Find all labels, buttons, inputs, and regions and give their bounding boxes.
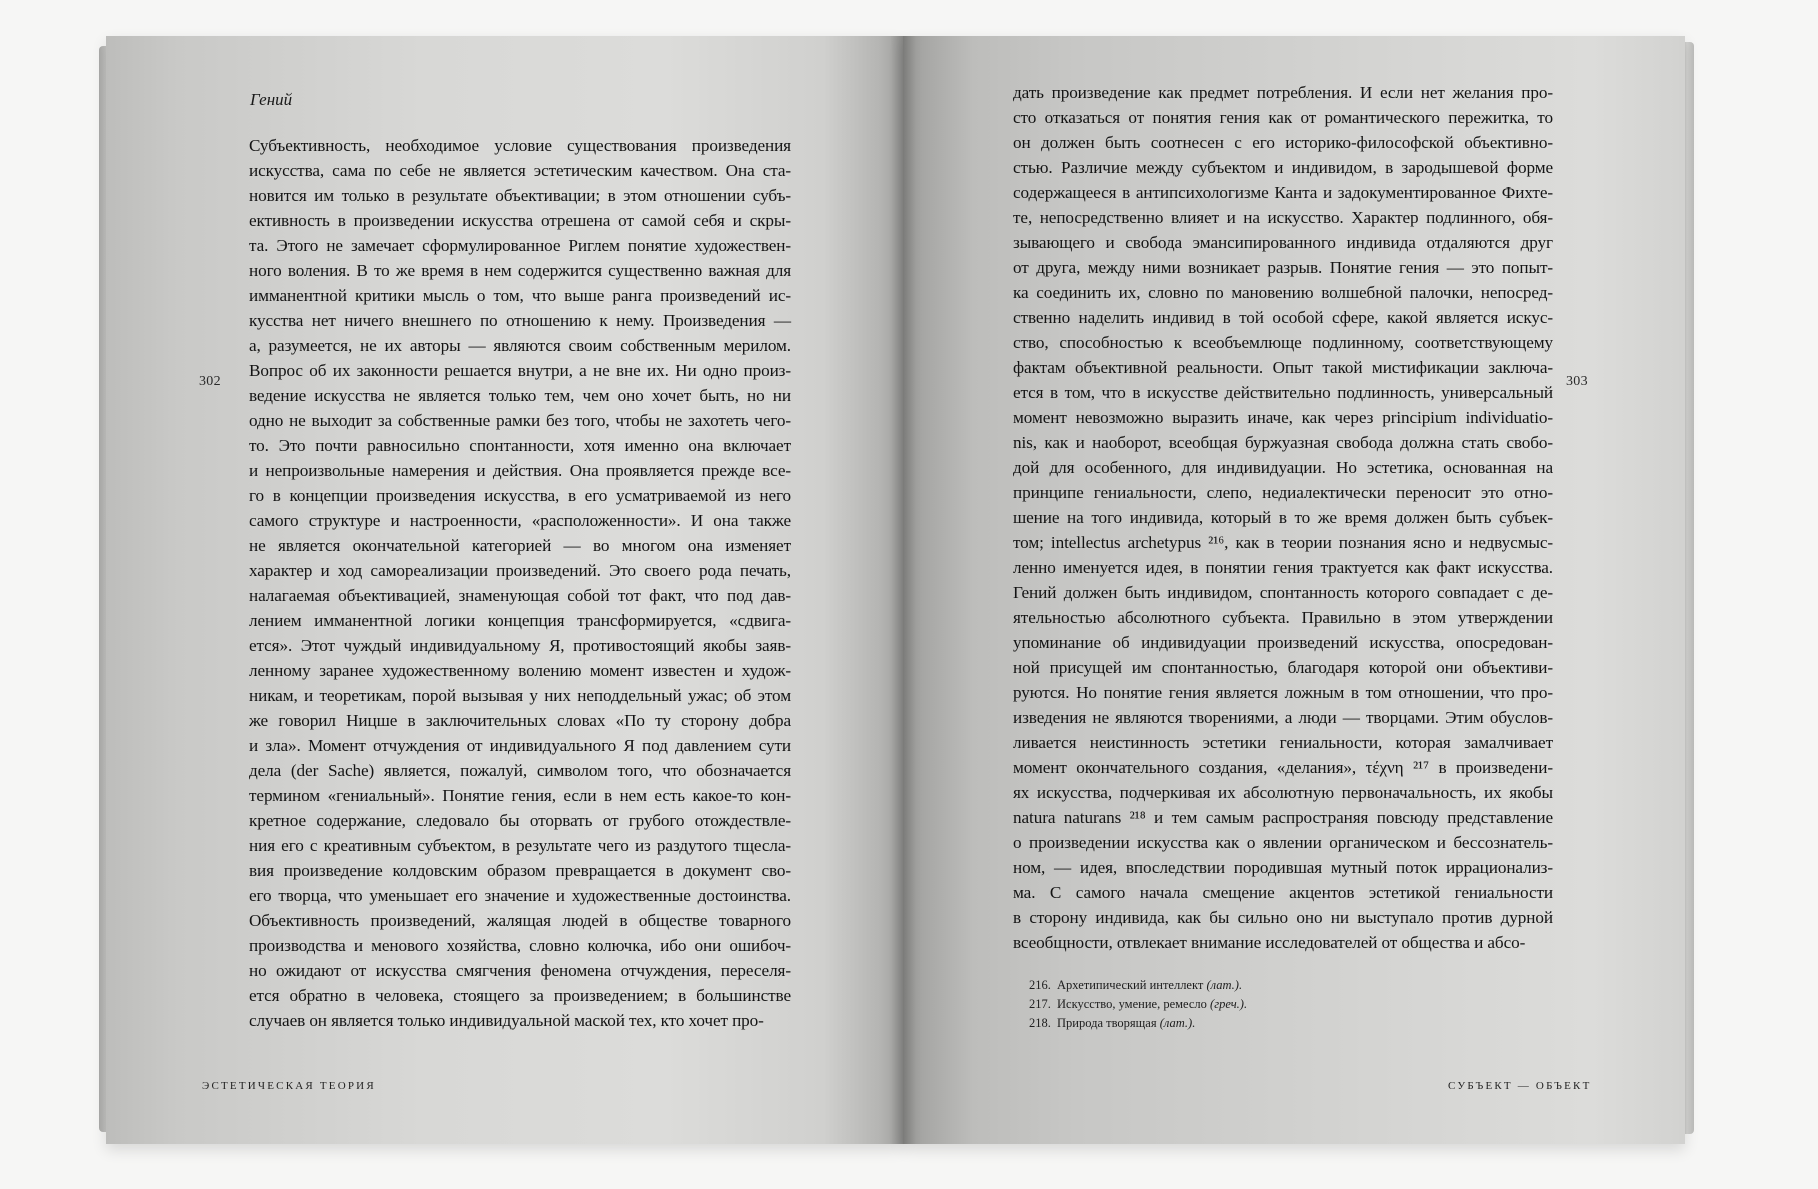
- text-line: момент окончательного создания, «делания», τέχνη ²¹⁷ в произведени-: [1013, 758, 1553, 777]
- text-line: от друга, между ними возникает разрыв. Понятие гения — это попыт-: [1013, 258, 1553, 277]
- text-line: ется». Этот чуждый индивидуальному Я, противостоящий якобы заяв-: [249, 636, 791, 655]
- text-line: производства и менового хозяйства, словно колючка, ибо они ошибоч-: [249, 936, 791, 955]
- text-line: всеобщности, отвлекает внимание исследователей от общества и абсо-: [1013, 933, 1526, 952]
- text-line: принципе гениальности, слепо, недиалектически переносит это отно-: [1013, 483, 1553, 502]
- text-line: ективность в произведении искусства отрешена от самой себя и скры-: [249, 211, 791, 230]
- text-line: термином «гениальный». Понятие гения, если в нем есть какое-то кон-: [249, 786, 791, 805]
- text-line: Гений должен быть индивидом, спонтанность которого совпадает с де-: [1013, 583, 1553, 602]
- page-number-left: 302: [199, 374, 221, 389]
- text-line: дой для особенного, для индивидуации. Но эстетика, основанная на: [1013, 458, 1553, 477]
- footnote-language-note: (греч.).: [1210, 997, 1248, 1011]
- text-line: ственно наделить индивид в той особой сфере, какой является искус-: [1013, 308, 1553, 327]
- text-line: ного воления. В то же время в нем содержится существенно важная для: [249, 261, 791, 280]
- text-line: изведения не являются творениями, а люди — творцами. Этим обуслов-: [1013, 708, 1553, 727]
- footnote-text: Природа творящая: [1057, 1016, 1157, 1030]
- running-footer-right: СУБЪЕКТ — ОБЪЕКТ: [1448, 1080, 1592, 1092]
- footnotes: [1029, 976, 1247, 1033]
- text-line: его творца, что уменьшает его значение и художественные достоинства.: [249, 886, 791, 905]
- text-line: и непроизвольные намерения и действия. Она проявляется прежде все-: [249, 461, 791, 480]
- text-line: искусства, сама по себе не является эстетическим качеством. Она ста-: [249, 161, 791, 180]
- text-line: зывающего и свобода эмансипированного индивида отдаляются друг: [1013, 233, 1553, 252]
- text-line: дела (der Sache) является, пожалуй, символом того, что обозначается: [249, 761, 791, 780]
- text-line: ленно именуется идея, в понятии гения трактуется как факт искусства.: [1013, 558, 1553, 577]
- footnote: [1029, 1014, 1247, 1033]
- text-line: же говорил Ницше в заключительных словах «По ту сторону добра: [249, 711, 791, 730]
- text-line: те, непосредственно влияет и на искусство. Характер подлинного, обя-: [1013, 208, 1553, 227]
- text-line: го в концепции произведения искусства, в его усматриваемой из него: [249, 486, 791, 505]
- text-line: ма. С самого начала смещение акцентов эстетикой гениальности: [1013, 883, 1553, 902]
- text-line: вия произведение колдовским образом превращается в документ сво-: [249, 861, 791, 880]
- text-line: фактам объективной реальности. Опыт такой мистификации заключа-: [1013, 358, 1553, 377]
- text-line: Объективность произведений, жалящая людей в обществе товарного: [249, 911, 791, 930]
- text-line: никам, и теоретикам, порой вызывая у них неподдельный ужас; об этом: [249, 686, 791, 705]
- text-line: содержащееся в антипсихологизме Канта и задокументированное Фихте-: [1013, 183, 1553, 202]
- text-line: ведение искусства не является только тем, чем оно хочет быть, но ни: [249, 386, 791, 405]
- text-line: о произведении искусства как о явлении органическом и бессознатель-: [1013, 833, 1553, 852]
- running-footer-left: ЭСТЕТИЧЕСКАЯ ТЕОРИЯ: [202, 1080, 376, 1092]
- text-line: Вопрос об их законности решается внутри, а не вне их. Ни одно произ-: [249, 361, 791, 380]
- text-line: случаев он является только индивидуальной маской тех, кто хочет про-: [249, 1011, 764, 1030]
- text-line: nis, как и наоборот, всеобщая буржуазная свобода должна стать свобо-: [1013, 433, 1553, 452]
- text-line: лением имманентной логики концепция трансформируется, «сдвига-: [249, 611, 791, 630]
- text-line: ном, — идея, впоследствии породившая мутный поток иррационализ-: [1013, 858, 1553, 877]
- text-line: и зла». Момент отчуждения от индивидуального Я под давлением сути: [249, 736, 791, 755]
- text-line: момент невозможно выразить иначе, как через principium individuatio-: [1013, 408, 1553, 427]
- section-title: Гений: [250, 90, 293, 109]
- text-line: ятельностью абсолютного субъекта. Правильно в этом утверждении: [1013, 608, 1553, 627]
- footnote-language-note: (лат.).: [1159, 1016, 1196, 1030]
- text-line: та. Этого не замечает сформулированное Риглем понятие художествен-: [249, 236, 791, 255]
- text-line: шение на того индивида, который в то же время должен быть субъек-: [1013, 508, 1553, 527]
- left-page: [106, 36, 903, 1144]
- text-line: том; intellectus archetypus ²¹⁶, как в теории познания ясно и недвусмыс-: [1013, 533, 1553, 552]
- text-line: ется обратно в человека, стоящего за произведением; в большинстве: [249, 986, 791, 1005]
- text-line: natura naturans ²¹⁸ и тем самым распространяя повсюду представление: [1013, 808, 1553, 827]
- text-line: а, разумеется, не их авторы — являются своим собственным мерилом.: [249, 336, 791, 355]
- footnote-language-note: (лат.).: [1206, 978, 1243, 992]
- text-line: в сторону индивида, как бы сильно оно ни выступало против дурной: [1013, 908, 1553, 927]
- text-line: ется в том, что в искусстве действительно подлинность, универсальный: [1013, 383, 1553, 402]
- text-line: имманентной критики мысль о том, что выше ранга произведений ис-: [249, 286, 791, 305]
- footnote-text: Искусство, умение, ремесло: [1057, 997, 1207, 1011]
- text-line: ях искусства, подчеркивая их абсолютную первоначальность, их якобы: [1013, 783, 1553, 802]
- footnote: [1029, 976, 1247, 995]
- text-line: ство, способностью к всеобъемлюще подлинному, соответствующему: [1013, 333, 1553, 352]
- text-line: самого структуре и настроенности, «расположенности». И она также: [249, 511, 791, 530]
- right-body-text: [1013, 80, 1553, 955]
- text-line: одно не выходит за собственные рамки без того, чтобы не захотеть чего-: [249, 411, 791, 430]
- left-body-text: [249, 133, 791, 1033]
- page-number-right: 303: [1566, 374, 1588, 389]
- text-line: характер и ход самореализации произведений. Это своего рода печать,: [249, 561, 791, 580]
- text-line: то. Это почти равносильно спонтанности, хотя именно она включает: [249, 436, 791, 455]
- text-line: упоминание об индивидуации произведений искусства, опосредован-: [1013, 633, 1553, 652]
- text-line: стью. Различие между субъектом и индивидом, в зародышевой форме: [1013, 158, 1553, 177]
- footnote-number: 217.: [1029, 997, 1051, 1011]
- book-spine-gutter: [890, 36, 916, 1144]
- text-line: ка соединить их, словно по мановению волшебной палочки, непосред-: [1013, 283, 1553, 302]
- text-line: не является окончательной категорией — во многом она изменяет: [249, 536, 791, 555]
- text-line: ния его с креативным субъектом, в результате чего из раздутого тщесла-: [249, 836, 791, 855]
- text-line: Субъективность, необходимое условие существования произведения: [249, 136, 791, 155]
- text-line: но ожидают от искусства смягчения феномена отчуждения, переселя-: [249, 961, 791, 980]
- text-line: налагаемая объективацией, знаменующая собой тот факт, что под дав-: [249, 586, 791, 605]
- text-line: ливается неистинность эстетики гениальности, которая замалчивает: [1013, 733, 1553, 752]
- text-line: кусства нет ничего внешнего по отношению к нему. Произведения —: [249, 311, 791, 330]
- footnote-number: 218.: [1029, 1016, 1051, 1030]
- text-line: ленному заранее художественному волению момент известен и худож-: [249, 661, 791, 680]
- text-line: дать произведение как предмет потребления. И если нет желания про-: [1013, 83, 1553, 102]
- text-line: сто отказаться от понятия гения как от романтического пережитка, то: [1013, 108, 1553, 127]
- text-line: ной присущей им спонтанностью, благодаря которой они объективи-: [1013, 658, 1553, 677]
- right-page: [903, 36, 1685, 1144]
- footnote-number: 216.: [1029, 978, 1051, 992]
- text-line: кретное содержание, следовало бы оторвать от грубого отождествле-: [249, 811, 791, 830]
- text-line: он должен быть соотнесен с его историко-философской объективно-: [1013, 133, 1553, 152]
- footnote: [1029, 995, 1247, 1014]
- text-line: новится им только в результате объективации; в этом отношении субъ-: [249, 186, 791, 205]
- footnote-text: Архетипический интеллект: [1057, 978, 1204, 992]
- text-line: руются. Но понятие гения является ложным в том отношении, что про-: [1013, 683, 1553, 702]
